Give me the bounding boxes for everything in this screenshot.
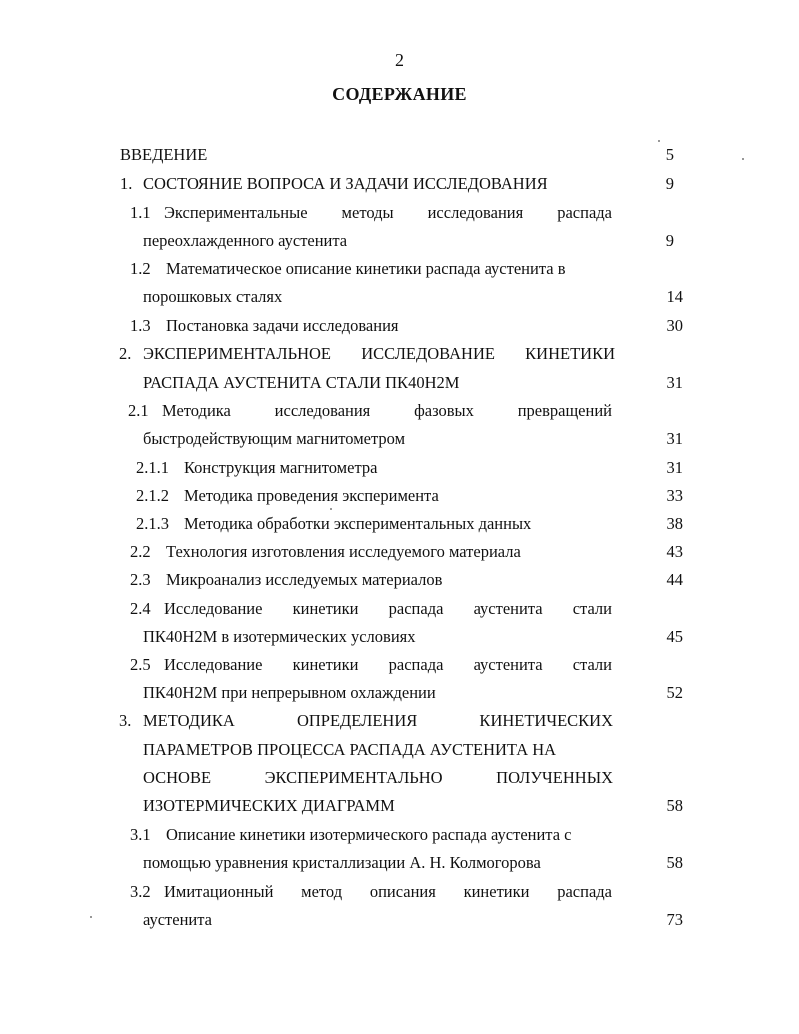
- toc-entry-title: Конструкция магнитометра: [184, 458, 378, 477]
- toc-entry-title: СОСТОЯНИЕ ВОПРОСА И ЗАДАЧИ ИССЛЕДОВАНИЯ: [143, 174, 548, 193]
- toc-entry-title: ЭКСПЕРИМЕНТАЛЬНОЕ ИССЛЕДОВАНИЕ КИНЕТИКИ: [143, 344, 615, 363]
- toc-entry-title: Технология изготовления исследуемого материала: [166, 542, 521, 561]
- toc-page-number: 52: [666, 683, 683, 702]
- toc-entry-number: 1.: [120, 174, 133, 193]
- toc-entry-title-cont: порошковых сталях: [143, 287, 283, 306]
- toc-entry-number: 2.1: [128, 401, 149, 420]
- toc-page-number: 43: [666, 542, 683, 561]
- toc-entry-title-cont: аустенита: [143, 910, 212, 929]
- toc-entry-number: 2.1.2: [136, 486, 169, 505]
- toc-page-number: 30: [666, 316, 683, 335]
- toc-page-number: 14: [666, 287, 683, 306]
- toc-page-number: 33: [666, 486, 683, 505]
- toc-entry-title-cont: помощью уравнения кристаллизации А. Н. Колмогорова: [143, 853, 541, 872]
- toc-entry-title-cont: ИЗОТЕРМИЧЕСКИХ ДИАГРАММ: [143, 796, 395, 815]
- toc-entry-title: ВВЕДЕНИЕ: [120, 145, 208, 164]
- page-number: 2: [395, 50, 404, 70]
- scan-speck: [742, 158, 744, 160]
- scan-speck: [658, 140, 660, 142]
- toc-entry-title: Экспериментальные методы исследования распада: [164, 203, 612, 222]
- toc-entry-number: 1.2: [130, 259, 151, 278]
- toc-entry-title: Микроанализ исследуемых материалов: [166, 570, 443, 589]
- toc-entry-number: 2.3: [130, 570, 151, 589]
- toc-entry-number: 2.4: [130, 599, 151, 618]
- toc-entry-title: Имитационный метод описания кинетики распада: [164, 882, 612, 901]
- toc-entry-title: Описание кинетики изотермического распада аустенита с: [166, 825, 572, 844]
- toc-page-number: 45: [666, 627, 683, 646]
- toc-entry-number: 3.2: [130, 882, 151, 901]
- toc-entry-title: Постановка задачи исследования: [166, 316, 399, 335]
- toc-page-number: 58: [666, 796, 683, 815]
- toc-page-number: 31: [666, 429, 683, 448]
- toc-entry-title-cont: ПК40Н2М в изотермических условиях: [143, 627, 416, 646]
- toc-entry-number: 2.: [119, 344, 132, 363]
- toc-entry-title: Исследование кинетики распада аустенита стали: [164, 655, 612, 674]
- scan-speck: [90, 916, 92, 918]
- toc-entry-title: Математическое описание кинетики распада аустенита в: [166, 259, 566, 278]
- toc-entry-title-cont: РАСПАДА АУСТЕНИТА СТАЛИ ПК40Н2М: [143, 373, 460, 392]
- toc-page-number: 44: [666, 570, 683, 589]
- toc-entry-title-cont: быстродействующим магнитометром: [143, 429, 406, 448]
- toc-entry-title-cont: ОСНОВЕ ЭКСПЕРИМЕНТАЛЬНО ПОЛУЧЕННЫХ: [143, 768, 613, 787]
- toc-page-number: 58: [666, 853, 683, 872]
- toc-entry-title: Методика обработки экспериментальных данных: [184, 514, 532, 533]
- toc-page-number: 38: [666, 514, 683, 533]
- page-title: СОДЕРЖАНИЕ: [332, 84, 467, 104]
- toc-entry-title-cont: переохлажденного аустенита: [143, 231, 348, 250]
- toc-entry-title-cont: ПК40Н2М при непрерывном охлаждении: [143, 683, 436, 702]
- toc-entry-number: 2.1.1: [136, 458, 169, 477]
- toc-entry-title: Исследование кинетики распада аустенита стали: [164, 599, 612, 618]
- toc-entry-title-cont: ПАРАМЕТРОВ ПРОЦЕССА РАСПАДА АУСТЕНИТА НА: [143, 740, 557, 759]
- toc-page-number: 31: [666, 458, 683, 477]
- toc-entry-title: Методика исследования фазовых превращений: [162, 401, 612, 420]
- toc-page-number: 9: [665, 231, 674, 250]
- toc-entry-number: 2.1.3: [136, 514, 169, 533]
- scan-speck: [330, 508, 332, 510]
- toc-entry-number: 3.: [119, 711, 132, 730]
- toc-entry-number: 3.1: [130, 825, 151, 844]
- toc-entry-number: 1.1: [130, 203, 151, 222]
- toc-page-number: 5: [665, 145, 674, 164]
- toc-page-number: 31: [666, 373, 683, 392]
- toc-page-number: 73: [666, 910, 683, 929]
- toc-page-number: 9: [665, 174, 674, 193]
- toc-entry-title: МЕТОДИКА ОПРЕДЕЛЕНИЯ КИНЕТИЧЕСКИХ: [143, 711, 613, 730]
- toc-entry-number: 2.5: [130, 655, 151, 674]
- toc-entry-title: Методика проведения эксперимента: [184, 486, 439, 505]
- toc-entry-number: 1.3: [130, 316, 151, 335]
- toc-entry-number: 2.2: [130, 542, 151, 561]
